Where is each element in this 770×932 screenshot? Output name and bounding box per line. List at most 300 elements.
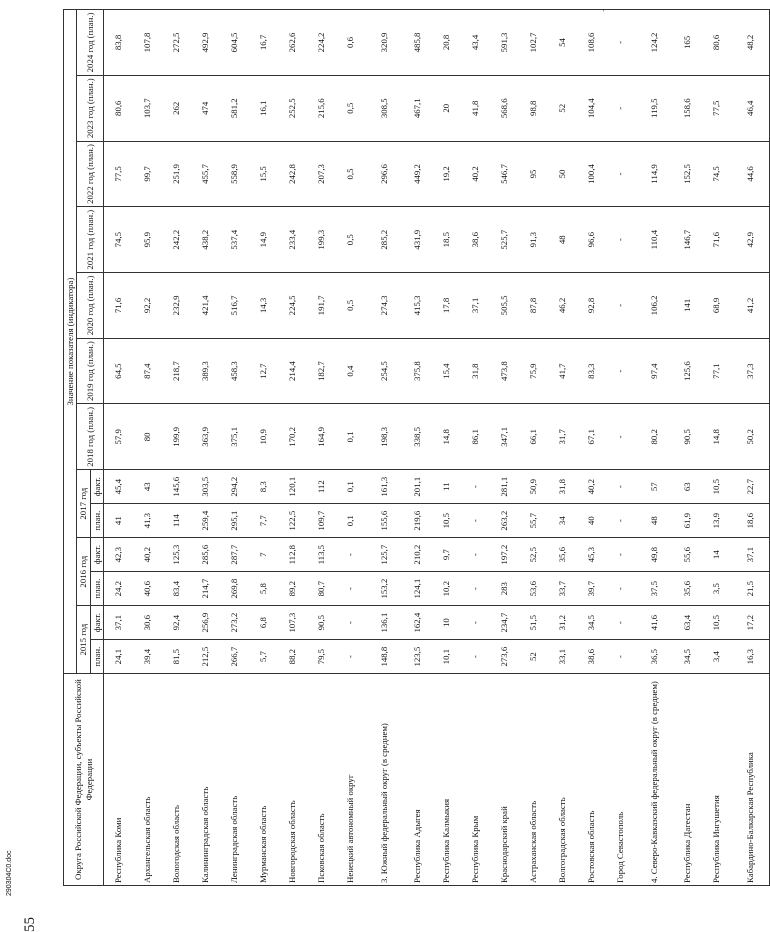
value-cell: 71,6	[702, 207, 731, 273]
table-row	[461, 10, 490, 886]
value-cell: 57,9	[104, 404, 134, 470]
value-cell: 114	[162, 504, 191, 538]
value-cell: 338,5	[403, 404, 432, 470]
value-cell: 218,7	[162, 338, 191, 404]
value-cell: -	[606, 207, 635, 273]
value-cell: 568,6	[490, 75, 519, 141]
value-cell: 198,3	[365, 404, 403, 470]
year-header-2017: 2017 год	[77, 470, 90, 538]
value-cell: 38,6	[577, 640, 606, 674]
value-cell: -	[336, 640, 365, 674]
region-name-cell: Астраханская область	[519, 674, 548, 886]
value-cell: 431,9	[403, 207, 432, 273]
region-name-cell: 4. Северо-Кавказский федеральный округ (в среднем)	[635, 674, 673, 886]
value-cell: 90,5	[673, 404, 702, 470]
value-cell: 30,6	[133, 606, 162, 640]
value-cell: 308,5	[365, 75, 403, 141]
value-cell: 67,1	[577, 404, 606, 470]
value-cell: 52	[519, 640, 548, 674]
value-cell: 38,6	[461, 207, 490, 273]
value-cell: 16,1	[249, 75, 278, 141]
value-cell: 6,8	[249, 606, 278, 640]
value-cell: 516,7	[220, 273, 249, 339]
value-cell: 41,6	[635, 606, 673, 640]
document-filename: 290304С0.doc	[6, 850, 13, 896]
value-cell: 31,7	[548, 404, 577, 470]
value-cell: 97,4	[635, 338, 673, 404]
value-cell: 273,2	[220, 606, 249, 640]
value-cell: 158,6	[673, 75, 702, 141]
value-cell: 75,9	[519, 338, 548, 404]
value-cell: 24,2	[104, 572, 134, 606]
value-cell: 262	[162, 75, 191, 141]
value-cell: 232,9	[162, 273, 191, 339]
value-cell: 199,3	[307, 207, 336, 273]
region-name-cell: Республика Ингушетия	[702, 674, 731, 886]
value-cell: 18,5	[432, 207, 461, 273]
value-cell: 10,5	[702, 470, 731, 504]
value-cell: 125,7	[365, 538, 403, 572]
value-cell: 254,5	[365, 338, 403, 404]
region-name-cell: Мурманская область	[249, 674, 278, 886]
value-cell: 219,6	[403, 504, 432, 538]
value-cell: 43,4	[461, 10, 490, 76]
value-cell: 212,5	[191, 640, 220, 674]
value-cell: 234,7	[490, 606, 519, 640]
value-cell: 155,6	[365, 504, 403, 538]
region-name-cell: Республика Дагестан	[673, 674, 702, 886]
value-cell: 92,2	[133, 273, 162, 339]
value-cell: 39,4	[133, 640, 162, 674]
table-row	[191, 10, 220, 886]
value-cell: 119,5	[635, 75, 673, 141]
value-cell: 45,4	[104, 470, 134, 504]
value-cell: 40	[577, 504, 606, 538]
value-cell: 124,1	[403, 572, 432, 606]
value-cell: -	[336, 572, 365, 606]
value-cell: 375,1	[220, 404, 249, 470]
value-cell: 124,2	[635, 10, 673, 76]
value-cell: 74,5	[104, 207, 134, 273]
year-header-2021: 2021 год (план.)	[77, 207, 104, 273]
value-cell: 45,3	[577, 538, 606, 572]
region-name-cell: Архангельская область	[133, 674, 162, 886]
value-cell: 153,2	[365, 572, 403, 606]
region-name-cell: Ленинградская область	[220, 674, 249, 886]
value-cell: 79,5	[307, 640, 336, 674]
value-cell: 0,1	[336, 404, 365, 470]
value-cell: 296,6	[365, 141, 403, 207]
value-cell: 17,8	[432, 273, 461, 339]
value-cell: 91,3	[519, 207, 548, 273]
year-header-2018: 2018 год (план.)	[77, 404, 104, 470]
value-cell: 86,1	[461, 404, 490, 470]
value-cell: -	[461, 606, 490, 640]
value-cell: 44,6	[731, 141, 770, 207]
value-cell: 57	[635, 470, 673, 504]
region-name-cell: Республика Калмыкия	[432, 674, 461, 886]
value-cell: 35,6	[548, 538, 577, 572]
region-name-cell: Город Севастополь	[606, 674, 635, 886]
table-row	[365, 10, 403, 886]
value-cell: 347,1	[490, 404, 519, 470]
value-cell: 80	[133, 404, 162, 470]
value-cell: 287,7	[220, 538, 249, 572]
value-cell: 14	[702, 538, 731, 572]
region-name-cell: Ненецкий автономный округ	[336, 674, 365, 886]
value-cell: 191,7	[307, 273, 336, 339]
value-cell: 14,8	[702, 404, 731, 470]
region-name-cell: Республика Адыгея	[403, 674, 432, 886]
table-row	[490, 10, 519, 886]
region-name-cell: Вологодская область	[162, 674, 191, 886]
table-row	[278, 10, 307, 886]
value-cell: 37,5	[635, 572, 673, 606]
value-cell: 252,5	[278, 75, 307, 141]
value-cell: 37,1	[731, 538, 770, 572]
value-cell: 375,8	[403, 338, 432, 404]
fact-subheader: факт.	[90, 606, 103, 640]
value-cell: 14,9	[249, 207, 278, 273]
value-cell: 49,8	[635, 538, 673, 572]
value-cell: 120,1	[278, 470, 307, 504]
value-cell: 61,9	[673, 504, 702, 538]
value-cell: 24,1	[104, 640, 134, 674]
value-cell: 165	[673, 10, 702, 76]
value-cell: 80,7	[307, 572, 336, 606]
table-row	[104, 10, 134, 886]
value-cell: 146,7	[673, 207, 702, 273]
region-name-cell: Псковская область	[307, 674, 336, 886]
value-cell: 0,5	[336, 141, 365, 207]
value-cell: 10,5	[432, 504, 461, 538]
value-cell: 125,6	[673, 338, 702, 404]
value-cell: 88,2	[278, 640, 307, 674]
value-cell: 14,8	[432, 404, 461, 470]
value-cell: 34,5	[673, 640, 702, 674]
value-cell: 107,3	[278, 606, 307, 640]
value-cell: 114,9	[635, 141, 673, 207]
value-cell: 33,7	[548, 572, 577, 606]
value-cell: -	[606, 572, 635, 606]
value-cell: 224,5	[278, 273, 307, 339]
value-cell: 591,3	[490, 10, 519, 76]
year-header-2015: 2015 год	[77, 606, 90, 674]
value-cell: 0,5	[336, 75, 365, 141]
value-cell: 15,4	[432, 338, 461, 404]
value-cell: 42,9	[731, 207, 770, 273]
value-cell: 108,6	[577, 10, 606, 76]
indicator-table	[63, 9, 770, 886]
region-column-header: Округа Российской Федерации, субъекты Российской Федерации	[64, 674, 104, 886]
value-cell: 18,6	[731, 504, 770, 538]
value-cell: 81,5	[162, 640, 191, 674]
value-cell: 83,4	[162, 572, 191, 606]
value-cell: 122,5	[278, 504, 307, 538]
value-cell: 215,6	[307, 75, 336, 141]
value-cell: 50,9	[519, 470, 548, 504]
table-row	[702, 10, 731, 886]
value-cell: -	[336, 606, 365, 640]
value-cell: 80,6	[104, 75, 134, 141]
region-name-cell: 3. Южный федеральный округ (в среднем)	[365, 674, 403, 886]
value-cell: 16,3	[731, 640, 770, 674]
value-cell: -	[606, 640, 635, 674]
value-cell: 83,3	[577, 338, 606, 404]
table-header	[64, 10, 104, 886]
value-cell: 31,8	[548, 470, 577, 504]
value-cell: 182,7	[307, 338, 336, 404]
value-cell: 214,7	[191, 572, 220, 606]
value-cell: 48	[635, 504, 673, 538]
value-cell: -	[606, 504, 635, 538]
value-cell: 546,7	[490, 141, 519, 207]
value-cell: 303,5	[191, 470, 220, 504]
value-cell: 485,8	[403, 10, 432, 76]
value-cell: 41,2	[731, 273, 770, 339]
year-header-2019: 2019 год (план.)	[77, 338, 104, 404]
value-cell: 37,1	[104, 606, 134, 640]
value-cell: 141	[673, 273, 702, 339]
value-cell: 92,4	[162, 606, 191, 640]
value-cell: 12,7	[249, 338, 278, 404]
value-cell: 66,1	[519, 404, 548, 470]
table-row	[133, 10, 162, 886]
value-cell: 90,5	[307, 606, 336, 640]
value-cell: -	[461, 572, 490, 606]
value-cell: 14,3	[249, 273, 278, 339]
value-cell: 113,5	[307, 538, 336, 572]
value-cell: 96,6	[577, 207, 606, 273]
value-cell: 63	[673, 470, 702, 504]
value-cell: 19,2	[432, 141, 461, 207]
value-cell: 224,2	[307, 10, 336, 76]
value-cell: 40,6	[133, 572, 162, 606]
value-cell: 281,1	[490, 470, 519, 504]
value-cell: 581,2	[220, 75, 249, 141]
value-cell: 37,1	[461, 273, 490, 339]
value-cell: 68,9	[702, 273, 731, 339]
value-cell: 41,7	[548, 338, 577, 404]
table-row	[336, 10, 365, 886]
table-row	[220, 10, 249, 886]
plan-subheader: план.	[90, 640, 103, 674]
value-cell: 207,3	[307, 141, 336, 207]
plan-subheader: план.	[90, 504, 103, 538]
value-cell: 43	[133, 470, 162, 504]
value-cell: 80,2	[635, 404, 673, 470]
value-cell: 39,7	[577, 572, 606, 606]
value-cell: 52	[548, 75, 577, 141]
value-cell: -	[606, 75, 635, 141]
value-cell: 40,2	[461, 141, 490, 207]
value-cell: -	[461, 504, 490, 538]
value-cell: 269,8	[220, 572, 249, 606]
value-cell: 10,9	[249, 404, 278, 470]
value-cell: 35,6	[673, 572, 702, 606]
value-cell: -	[606, 606, 635, 640]
value-cell: 99,7	[133, 141, 162, 207]
page-number: 55	[22, 917, 38, 932]
value-cell: 55,7	[519, 504, 548, 538]
plan-subheader: план.	[90, 572, 103, 606]
value-cell: -	[461, 538, 490, 572]
value-cell: 0,5	[336, 273, 365, 339]
value-cell: 152,5	[673, 141, 702, 207]
value-cell: 421,4	[191, 273, 220, 339]
value-cell: 233,4	[278, 207, 307, 273]
value-cell: 415,3	[403, 273, 432, 339]
value-cell: 10,1	[432, 640, 461, 674]
value-cell: 210,2	[403, 538, 432, 572]
value-cell: 77,5	[702, 75, 731, 141]
region-name-cell: Новгородская область	[278, 674, 307, 886]
value-cell: 55,6	[673, 538, 702, 572]
value-cell: 283	[490, 572, 519, 606]
value-cell: 11	[432, 470, 461, 504]
value-cell: 10,5	[702, 606, 731, 640]
value-cell: 274,3	[365, 273, 403, 339]
value-cell: 537,4	[220, 207, 249, 273]
table-row	[432, 10, 461, 886]
table-row	[307, 10, 336, 886]
value-cell: 40,2	[133, 538, 162, 572]
value-cell: -	[606, 338, 635, 404]
value-cell: 295,1	[220, 504, 249, 538]
value-cell: -	[606, 470, 635, 504]
value-cell: 64,5	[104, 338, 134, 404]
value-cell: 7	[249, 538, 278, 572]
value-cell: 16,7	[249, 10, 278, 76]
value-cell: 95	[519, 141, 548, 207]
value-cell: 20,8	[432, 10, 461, 76]
value-cell: 100,4	[577, 141, 606, 207]
value-cell: 50	[548, 141, 577, 207]
value-cell: 21,5	[731, 572, 770, 606]
region-name-cell: Кабардино-Балкарская Республика	[731, 674, 770, 886]
value-cell: 259,4	[191, 504, 220, 538]
value-cell: 8,3	[249, 470, 278, 504]
value-cell: 63,4	[673, 606, 702, 640]
value-cell: 34,5	[577, 606, 606, 640]
value-cell: 83,8	[104, 10, 134, 76]
value-cell: 52,5	[519, 538, 548, 572]
value-cell: 242,2	[162, 207, 191, 273]
value-cell: 92,8	[577, 273, 606, 339]
value-cell: 136,1	[365, 606, 403, 640]
value-cell: 474	[191, 75, 220, 141]
value-cell: 266,7	[220, 640, 249, 674]
value-cell: 161,3	[365, 470, 403, 504]
value-cell: 36,5	[635, 640, 673, 674]
indicator-group-header: Значение показателя (индикатора)	[64, 10, 77, 674]
value-cell: 604,5	[220, 10, 249, 76]
value-cell: 87,8	[519, 273, 548, 339]
region-name-cell: Волгоградская область	[548, 674, 577, 886]
value-cell: 273,6	[490, 640, 519, 674]
value-cell: -	[606, 141, 635, 207]
table-row	[548, 10, 577, 886]
value-cell: 0,6	[336, 10, 365, 76]
value-cell: 170,2	[278, 404, 307, 470]
value-cell: 458,3	[220, 338, 249, 404]
value-cell: 320,9	[365, 10, 403, 76]
value-cell: 51,5	[519, 606, 548, 640]
value-cell: 9,7	[432, 538, 461, 572]
value-cell: 148,8	[365, 640, 403, 674]
fact-subheader: факт.	[90, 470, 103, 504]
year-header-2022: 2022 год (план.)	[77, 141, 104, 207]
value-cell: -	[606, 538, 635, 572]
value-cell: 112,8	[278, 538, 307, 572]
value-cell: 5,8	[249, 572, 278, 606]
year-header-2023: 2023 год (план.)	[77, 75, 104, 141]
value-cell: 525,7	[490, 207, 519, 273]
value-cell: 41	[104, 504, 134, 538]
region-name-cell: Республика Коми	[104, 674, 134, 886]
value-cell: 251,9	[162, 141, 191, 207]
value-cell: 53,6	[519, 572, 548, 606]
value-cell: 455,7	[191, 141, 220, 207]
value-cell: 363,9	[191, 404, 220, 470]
value-cell: 294,2	[220, 470, 249, 504]
value-cell: 449,2	[403, 141, 432, 207]
value-cell: 31,8	[461, 338, 490, 404]
value-cell: 3,5	[702, 572, 731, 606]
value-cell: 40,2	[577, 470, 606, 504]
table-row	[731, 10, 770, 886]
value-cell: 41,3	[133, 504, 162, 538]
year-header-2020: 2020 год (план.)	[77, 273, 104, 339]
value-cell: 285,2	[365, 207, 403, 273]
value-cell: 5,7	[249, 640, 278, 674]
rotated-page-content	[63, 9, 755, 886]
value-cell: 262,6	[278, 10, 307, 76]
table-row	[635, 10, 673, 886]
value-cell: 95,9	[133, 207, 162, 273]
value-cell: 0,4	[336, 338, 365, 404]
value-cell: 87,4	[133, 338, 162, 404]
value-cell: 13,9	[702, 504, 731, 538]
value-cell: 438,2	[191, 207, 220, 273]
value-cell: 102,7	[519, 10, 548, 76]
value-cell: 33,1	[548, 640, 577, 674]
value-cell: 80,6	[702, 10, 731, 76]
value-cell: 107,8	[133, 10, 162, 76]
region-name-cell: Краснодарский край	[490, 674, 519, 886]
value-cell: 389,3	[191, 338, 220, 404]
value-cell: 242,8	[278, 141, 307, 207]
value-cell: 10,2	[432, 572, 461, 606]
year-header-2024: 2024 год (план.)	[77, 10, 104, 76]
value-cell: 50,2	[731, 404, 770, 470]
value-cell: 558,9	[220, 141, 249, 207]
value-cell: -	[606, 273, 635, 339]
value-cell: 17,2	[731, 606, 770, 640]
table-row	[519, 10, 548, 886]
value-cell: 467,1	[403, 75, 432, 141]
value-cell: 214,4	[278, 338, 307, 404]
region-name-cell: Республика Крым	[461, 674, 490, 886]
value-cell: 22,7	[731, 470, 770, 504]
value-cell: -	[606, 404, 635, 470]
region-name-cell: Ростовская область	[577, 674, 606, 886]
value-cell: 199,9	[162, 404, 191, 470]
value-cell: 123,5	[403, 640, 432, 674]
value-cell: 77,1	[702, 338, 731, 404]
table-row	[577, 10, 606, 886]
value-cell: 145,6	[162, 470, 191, 504]
